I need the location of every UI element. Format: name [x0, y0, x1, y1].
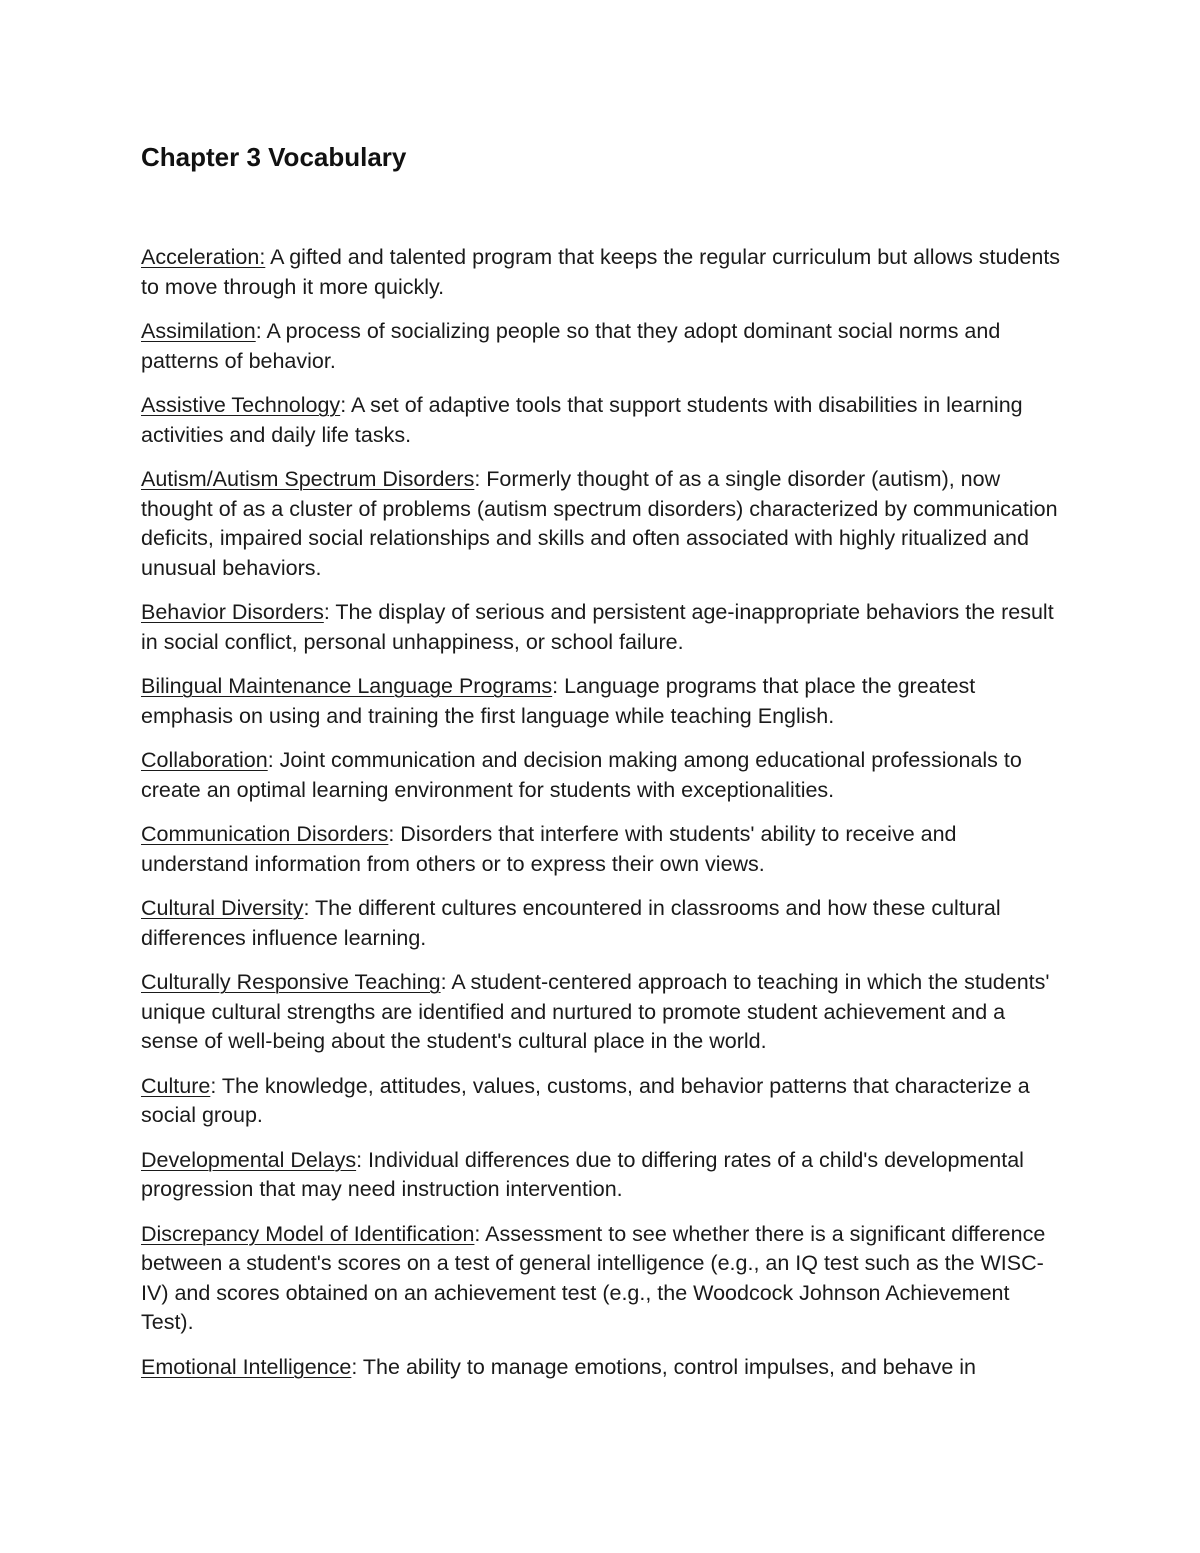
vocab-term: Autism/Autism Spectrum Disorders [141, 467, 475, 491]
vocab-entry [141, 894, 1061, 953]
vocab-term: Culturally Responsive Teaching [141, 970, 441, 994]
vocab-definition: : The different cultures encountered in classrooms and how these cultural differences influence learning. [141, 896, 1001, 950]
vocab-entry [141, 1072, 1061, 1131]
vocab-entry [141, 968, 1061, 1057]
vocab-definition: : Formerly thought of as a single disorder (autism), now thought of as a cluster of problems (autism spectrum disorders) characterized by communication deficits, impaired social relationships and skills and often associated with highly ritualized and unusual behaviors. [141, 467, 1058, 580]
vocab-definition: : A process of socializing people so that they adopt dominant social norms and patterns of behavior. [141, 319, 1001, 373]
vocab-entry [141, 1353, 1061, 1383]
vocab-entry [141, 598, 1061, 657]
vocab-definition: : The knowledge, attitudes, values, customs, and behavior patterns that characterize a social group. [141, 1073, 1030, 1127]
vocab-term: Bilingual Maintenance Language Programs [141, 674, 553, 698]
vocab-entry [141, 317, 1061, 376]
vocab-term: Behavior Disorders [141, 600, 324, 624]
vocab-entry [141, 243, 1061, 302]
vocab-entry [141, 1220, 1061, 1338]
page-title: Chapter 3 Vocabulary [141, 142, 407, 172]
vocab-term: Emotional Intelligence [141, 1354, 352, 1379]
vocab-definition: A gifted and talented program that keeps the regular curriculum but allows students to move through it more quickly. [141, 245, 1061, 299]
vocab-term: Communication Disorders [141, 822, 389, 846]
vocab-term: Assimilation [141, 319, 256, 343]
vocab-entry [141, 465, 1061, 583]
vocab-term: Cultural Diversity [141, 896, 304, 920]
vocab-entry [141, 391, 1061, 450]
vocab-entry [141, 672, 1061, 731]
vocab-definition: : The ability to manage emotions, control impulses, and behave in [351, 1354, 977, 1379]
vocab-definition: : Assessment to see whether there is a significant difference between a student's scores on a test of general intelligence (e.g., an IQ test such as the WISC-IV) and scores obtained on an achievement test (e.g., the Woodcock Johnson Achievement Test). [141, 1221, 1046, 1334]
vocab-definition: : The display of serious and persistent age-inappropriate behaviors the result in social conflict, personal unhappiness, or school failure. [141, 600, 1054, 654]
vocab-entry [141, 1146, 1061, 1205]
vocab-term: Culture [141, 1073, 211, 1098]
vocab-entry [141, 746, 1061, 805]
vocab-term: Assistive Technology [141, 393, 341, 417]
document-page [141, 138, 1061, 1397]
vocab-term: Developmental Delays [141, 1147, 357, 1172]
vocab-definition: : Individual differences due to differing rates of a child's developmental progression that may need instruction intervention. [141, 1147, 1024, 1201]
vocab-definition: : Joint communication and decision making among educational professionals to create an optimal learning environment for students with exceptionalities. [141, 748, 1022, 802]
vocab-definition: : A set of adaptive tools that support students with disabilities in learning activities and daily life tasks. [141, 393, 1023, 447]
vocab-term: Collaboration [141, 748, 268, 772]
vocab-term: Discrepancy Model of Identification [141, 1221, 475, 1246]
vocab-entry [141, 820, 1061, 879]
vocab-definition: : Language programs that place the greatest emphasis on using and training the first language while teaching English. [141, 674, 976, 728]
vocab-definition: : Disorders that interfere with students' ability to receive and understand information from others or to express their own views. [141, 822, 957, 876]
vocab-definition: : A student-centered approach to teaching in which the students' unique cultural strengths are identified and nurtured to promote student achievement and a sense of well-being about the student's cultural place in the world. [141, 970, 1050, 1053]
vocab-term: Acceleration: [141, 245, 266, 269]
